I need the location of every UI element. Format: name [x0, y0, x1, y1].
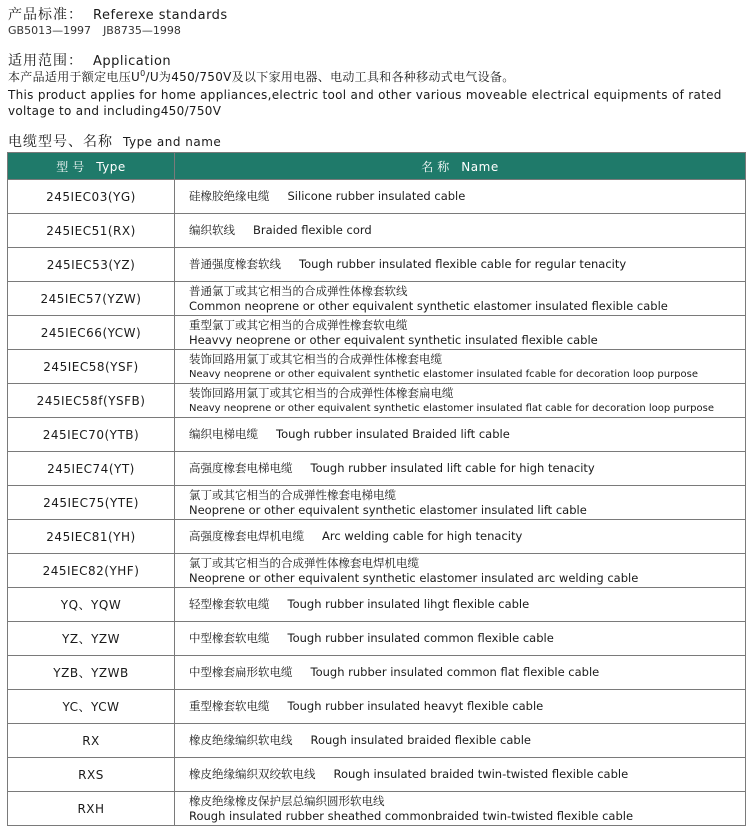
- cable-name: [175, 554, 746, 588]
- column-header-type-en: Type: [96, 159, 126, 174]
- table-row: [8, 588, 746, 622]
- cable-name-cn: 装饰回路用氯丁或其它相当的合成弹性体橡套电缆: [189, 351, 442, 366]
- cable-name-cn: 高强度橡套电梯电缆: [189, 461, 293, 475]
- cable-name-cn: 重型橡套软电缆: [189, 699, 270, 713]
- cable-name-cn: 高强度橡套电焊机电缆: [189, 529, 304, 543]
- cable-name-cn: 轻型橡套软电缆: [189, 597, 270, 611]
- cable-type-code: 245IEC70(YTB): [8, 418, 175, 452]
- cable-name-en: Common neoprene or other equivalent synthetic elastomer insulated flexible cable: [189, 298, 668, 313]
- application-title-cn: 适用范围：: [8, 53, 83, 69]
- cable-type-code: 245IEC03(YG): [8, 180, 175, 214]
- cable-name-cn: 中型橡套扁形软电缆: [189, 665, 293, 679]
- table-row: [8, 656, 746, 690]
- cable-name-en: Silicone rubber insulated cable: [287, 189, 466, 203]
- table-row: [8, 758, 746, 792]
- cable-name-cn: 硅橡胶绝缘电缆: [189, 189, 270, 203]
- cable-name: [175, 316, 746, 350]
- standards-codes: [8, 24, 193, 37]
- cable-name-cn: 编织电梯电缆: [189, 427, 258, 441]
- table-row: [8, 316, 746, 350]
- cable-type-code: YC、YCW: [8, 690, 175, 724]
- cable-type-code: 245IEC74(YT): [8, 452, 175, 486]
- cable-name-en: Neavy neoprene or other equivalent synthetic elastomer insulated fcable for decoration loop purpose: [189, 368, 699, 380]
- standard-code: JB8735—1998: [103, 24, 181, 37]
- column-header-type-cn: 型号: [56, 159, 89, 174]
- column-header-type: [8, 153, 175, 180]
- cable-name-en: Tough rubber insulated lihgt flexible cable: [287, 597, 530, 611]
- table-row: [8, 724, 746, 758]
- cable-name-en: Tough rubber insulated lift cable for high tenacity: [310, 461, 595, 475]
- cable-name-en: Rough insulated braided flexible cable: [310, 733, 531, 747]
- cable-name-cn: 普通强度橡套软线: [189, 257, 281, 271]
- standards-heading: [8, 4, 228, 24]
- cable-name-en: Heavvy neoprene or other equivalent synthetic insulated flexible cable: [189, 332, 598, 347]
- table-row: [8, 180, 746, 214]
- cable-name: [175, 622, 746, 656]
- cable-name: [175, 520, 746, 554]
- cable-name: [175, 350, 746, 384]
- cable-name-en: Tough rubber insulated Braided lift cable: [276, 427, 510, 441]
- application-heading: [8, 50, 171, 70]
- cable-name-cn: 橡皮绝缘编织双绞软电线: [189, 767, 316, 781]
- cable-name-en: Rough insulated rubber sheathed commonbraided twin-twisted flexible cable: [189, 808, 634, 823]
- table-row: [8, 214, 746, 248]
- cable-type-table: [7, 152, 746, 826]
- table-row: [8, 486, 746, 520]
- cable-name: [175, 214, 746, 248]
- cable-type-code: 245IEC66(YCW): [8, 316, 175, 350]
- application-text-en: This product applies for home appliances,electric tool and other various moveable electrical equipments of rated voltage to and including450/750V: [8, 88, 722, 118]
- cable-name-en: Tough rubber insulated common flat flexible cable: [310, 665, 600, 679]
- column-header-name-cn: 名称: [421, 159, 454, 174]
- table-header-row: [8, 153, 746, 180]
- table-row: [8, 452, 746, 486]
- column-header-name-en: Name: [461, 159, 499, 174]
- cable-type-code: RX: [8, 724, 175, 758]
- cable-name-cn: 编织软线: [189, 223, 235, 237]
- application-text-cn-post: /U为450/750V及以下家用电器、电动工具和各种移动式电气设备。: [145, 70, 515, 84]
- table-row: [8, 792, 746, 826]
- cable-name: [175, 792, 746, 826]
- section-title-cn: 电缆型号、名称: [8, 134, 113, 150]
- cable-name-en: Neoprene or other equivalent synthetic elastomer insulated arc welding cable: [189, 570, 639, 585]
- cable-type-code: RXS: [8, 758, 175, 792]
- table-row: [8, 248, 746, 282]
- cable-name: [175, 282, 746, 316]
- cable-type-code: 245IEC82(YHF): [8, 554, 175, 588]
- cable-name-cn: 氯丁或其它相当的合成弹性体橡套电焊机电缆: [189, 555, 419, 570]
- table-row: [8, 554, 746, 588]
- cable-name-en: Tough rubber insulated flexible cable for regular tenacity: [299, 257, 627, 271]
- cable-name-en: Neoprene or other equivalent synthetic elastomer insulated lift cable: [189, 502, 587, 517]
- table-row: [8, 384, 746, 418]
- cable-type-code: 245IEC53(YZ): [8, 248, 175, 282]
- cable-name: [175, 656, 746, 690]
- cable-type-code: YZB、YZWB: [8, 656, 175, 690]
- cable-type-code: 245IEC51(RX): [8, 214, 175, 248]
- standard-code: GB5013—1997: [8, 24, 92, 37]
- table-row: [8, 690, 746, 724]
- cable-name-en: Tough rubber insulated common flexible cable: [287, 631, 554, 645]
- cable-name: [175, 724, 746, 758]
- cable-type-code: 245IEC81(YH): [8, 520, 175, 554]
- cable-type-code: 245IEC58(YSF): [8, 350, 175, 384]
- cable-name-cn: 普通氯丁或其它相当的合成弹性体橡套软线: [189, 283, 408, 298]
- cable-name-cn: 重型氯丁或其它相当的合成弹性橡套软电缆: [189, 317, 408, 332]
- application-title-en: Application: [93, 54, 172, 69]
- cable-name-en: Neavy neoprene or other equivalent synthetic elastomer insulated flat cable for decoration loop purpose: [189, 402, 715, 414]
- application-text-cn-pre: 本产品适用于额定电压U: [8, 70, 141, 84]
- cable-name: [175, 418, 746, 452]
- cable-name: [175, 588, 746, 622]
- application-text-cn: [8, 69, 515, 85]
- cable-name-en: Arc welding cable for high tenacity: [322, 529, 523, 543]
- cable-type-code: 245IEC57(YZW): [8, 282, 175, 316]
- cable-name: [175, 690, 746, 724]
- table-row: [8, 418, 746, 452]
- cable-name-cn: 中型橡套软电缆: [189, 631, 270, 645]
- cable-type-code: YZ、YZW: [8, 622, 175, 656]
- cable-name: [175, 486, 746, 520]
- cable-name: [175, 180, 746, 214]
- cable-name: [175, 384, 746, 418]
- cable-name-cn: 装饰回路用氯丁或其它相当的合成弹性体橡套扁电缆: [189, 385, 454, 400]
- table-body: [8, 180, 746, 826]
- table-row: [8, 622, 746, 656]
- section-title-en: Type and name: [123, 135, 222, 149]
- cable-type-code: 245IEC75(YTE): [8, 486, 175, 520]
- column-header-name: [175, 153, 746, 180]
- table-row: [8, 520, 746, 554]
- cable-name-cn: 氯丁或其它相当的合成弹性橡套电梯电缆: [189, 487, 396, 502]
- cable-name-en: Rough insulated braided twin-twisted flexible cable: [333, 767, 629, 781]
- cable-name-cn: 橡皮绝缘橡皮保护层总编织圆形软电线: [189, 793, 385, 808]
- standards-title-cn: 产品标准：: [8, 7, 83, 23]
- standards-title-en: Referexe standards: [93, 8, 228, 23]
- cable-type-code: YQ、YQW: [8, 588, 175, 622]
- cable-name-en: Tough rubber insulated heavyt flexible cable: [287, 699, 544, 713]
- cable-type-code: RXH: [8, 792, 175, 826]
- cable-name-cn: 橡皮绝缘编织软电线: [189, 733, 293, 747]
- section-heading: [8, 131, 221, 151]
- cable-name-en: Braided flexible cord: [253, 223, 372, 237]
- cable-name: [175, 452, 746, 486]
- table-row: [8, 350, 746, 384]
- table-row: [8, 282, 746, 316]
- cable-type-code: 245IEC58f(YSFB): [8, 384, 175, 418]
- cable-name: [175, 758, 746, 792]
- application-text-cn-sup: 0: [140, 69, 146, 78]
- cable-name: [175, 248, 746, 282]
